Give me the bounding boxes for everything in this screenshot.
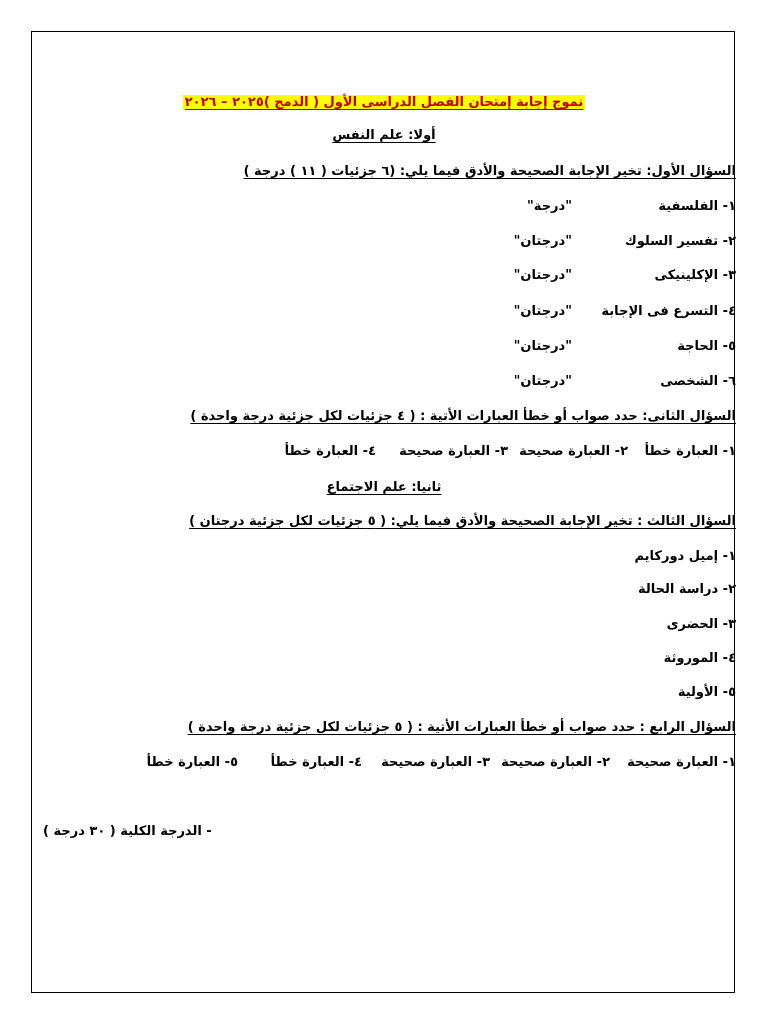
q3-answer-3: ٣- الحضرى (666, 617, 736, 632)
section-sociology-heading: ثانيا: علم الاجتماع (326, 480, 442, 495)
q1-answer-3: ٣- الإكلينيكى (654, 268, 736, 283)
q1-grade-2: "درجتان" (513, 234, 572, 249)
q4-answer-3: ٣- العبارة صحيحة (381, 755, 490, 770)
q2-answer-1: ١- العبارة خطأ (644, 444, 736, 459)
q2-answer-4: ٤- العبارة خطأ (284, 444, 376, 459)
question-3-header: السؤال الثالث : تخير الإجابة الصحيحة والأدق فيما يلي: ( ٥ جزئيات لكل جزئية درجتان ) (189, 514, 736, 529)
q1-grade-5: "درجتان" (513, 339, 572, 354)
q4-answer-4: ٤- العبارة خطأ (270, 755, 362, 770)
q4-answers-row (96, 755, 736, 773)
q2-answer-3: ٣- العبارة صحيحة (399, 444, 508, 459)
q4-answer-2: ٢- العبارة صحيحة (501, 755, 610, 770)
q1-grade-6: "درجتان" (513, 374, 572, 389)
q1-answer-6: ٦- الشخصى (660, 374, 736, 389)
q3-answer-5: ٥- الأولية (677, 685, 736, 700)
exam-title: نموج إجابة إمتحان الفصل الدراسى الأول ( الدمج )٢٠٢٥ – ٢٠٢٦ (184, 95, 584, 110)
q3-answer-4: ٤- الموروثة (663, 651, 736, 666)
q4-answer-1: ١- العبارة صحيحة (627, 755, 736, 770)
q1-grade-3: "درجتان" (513, 268, 572, 283)
q1-grade-1: "درجة" (527, 199, 572, 214)
question-2-header: السؤال الثانى: حدد صواب أو خطأ العبارات الأتية : ( ٤ جزئيات لكل جزئية درجة واحدة ) (190, 409, 736, 424)
q2-answers-row (216, 444, 736, 462)
question-4-header: السؤال الرابع : حدد صواب أو خطأ العبارات الأتية : ( ٥ جزئيات لكل جزئية درجة واحدة ) (187, 720, 736, 735)
q2-answer-2: ٢- العبارة صحيحة (519, 444, 628, 459)
q1-grade-4: "درجتان" (513, 304, 572, 319)
exam-title-line (0, 95, 768, 110)
q1-answer-5: ٥- الحاجة (677, 339, 736, 354)
section-psychology-heading: أولا: علم النفس (332, 128, 436, 143)
q1-answer-2: ٢- تفسير السلوك (624, 234, 736, 249)
q4-answer-5: ٥- العبارة خطأ (146, 755, 238, 770)
total-grade: - الدرجة الكلية ( ٣٠ درجة ) (43, 824, 212, 839)
q3-answer-1: ١- إميل دوركايم (634, 549, 736, 564)
question-1-header: السؤال الأول: تخير الإجابة الصحيحة والأدق فيما يلي: (٦ جزئيات ( ١١ ) درجة ) (243, 164, 736, 179)
q1-answer-4: ٤- التسرع فى الإجابة (601, 304, 736, 319)
q1-answer-1: ١- الفلسفية (658, 199, 736, 214)
q3-answer-2: ٢- دراسة الحالة (637, 582, 736, 597)
